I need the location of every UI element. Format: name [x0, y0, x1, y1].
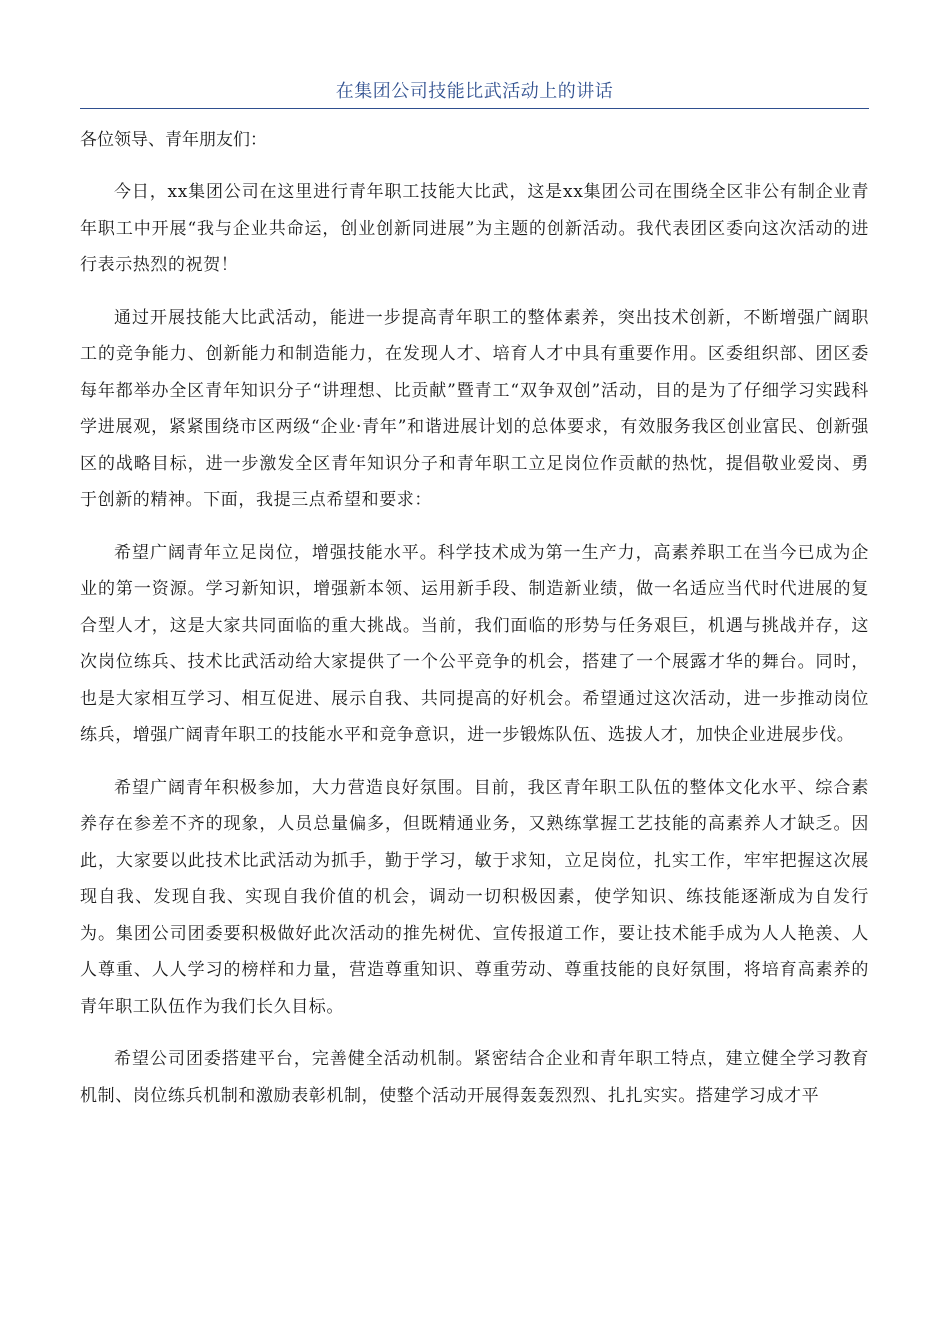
header-divider [80, 108, 869, 109]
paragraph-5: 希望公司团委搭建平台，完善健全活动机制。紧密结合企业和青年职工特点，建立健全学习教育机制、岗位练兵机制和激励表彰机制，使整个活动开展得轰轰烈烈、扎扎实实。搭建学习成才平 [80, 1049, 869, 1106]
salutation: 各位领导、青年朋友们： [80, 130, 267, 150]
paragraph-4: 希望广阔青年积极参加，大力营造良好氛围。目前，我区青年职工队伍的整体文化水平、综合素养存在参差不齐的现象，人员总量偏多，但既精通业务，又熟练掌握工艺技能的高素养人才缺乏。因此，大家要以此技术比武活动为抓手，勤于学习，敏于求知，立足岗位，扎实工作，牢牢把握这次展现自我、发现自我、实现自我价值的机会，调动一切积极因素，使学知识、练技能逐渐成为自发行为。集团公司团委要积极做好此次活动的推先树优、宣传报道工作，要让技术能手成为人人艳羡、人人尊重、人人学习的榜样和力量，营造尊重知识、尊重劳动、尊重技能的良好氛围，将培育高素养的青年职工队伍作为我们长久目标。 [80, 777, 869, 1017]
paragraph-2: 通过开展技能大比武活动，能进一步提高青年职工的整体素养，突出技术创新，不断增强广阔职工的竞争能力、创新能力和制造能力，在发现人才、培育人才中具有重要作用。区委组织部、团区委每年都举办全区青年知识分子“讲理想、比贡献”暨青工“双争双创”活动，目的是为了仔细学习实践科学进展观，紧紧围绕市区两级“企业·青年”和谐进展计划的总体要求，有效服务我区创业富民、创新强区的战略目标，进一步激发全区青年知识分子和青年职工立足岗位作贡献的热忱，提倡敬业爱岗、勇于创新的精神。下面，我提三点希望和要求： [80, 307, 869, 510]
document-body [80, 122, 869, 1130]
paragraph-3: 希望广阔青年立足岗位，增强技能水平。科学技术成为第一生产力，高素养职工在当今已成为企业的第一资源。学习新知识，增强新本领、运用新手段、制造新业绩，做一名适应当代时代进展的复合型人才，这是大家共同面临的重大挑战。当前，我们面临的形势与任务艰巨，机遇与挑战并存，这次岗位练兵、技术比武活动给大家提供了一个公平竞争的机会，搭建了一个展露才华的舞台。同时，也是大家相互学习、相互促进、展示自我、共同提高的好机会。希望通过这次活动，进一步推动岗位练兵，增强广阔青年职工的技能水平和竞争意识，进一步锻炼队伍、选拔人才，加快企业进展步伐。 [80, 542, 869, 745]
document-title: 在集团公司技能比武活动上的讲话 [335, 81, 614, 102]
paragraph-1: 今日，xx集团公司在这里进行青年职工技能大比武，这是xx集团公司在围绕全区非公有制企业青年职工中开展“我与企业共命运，创业创新同进展”为主题的创新活动。我代表团区委向这次活动的进行表示热烈的祝贺！ [80, 182, 869, 275]
document-header [80, 78, 869, 110]
